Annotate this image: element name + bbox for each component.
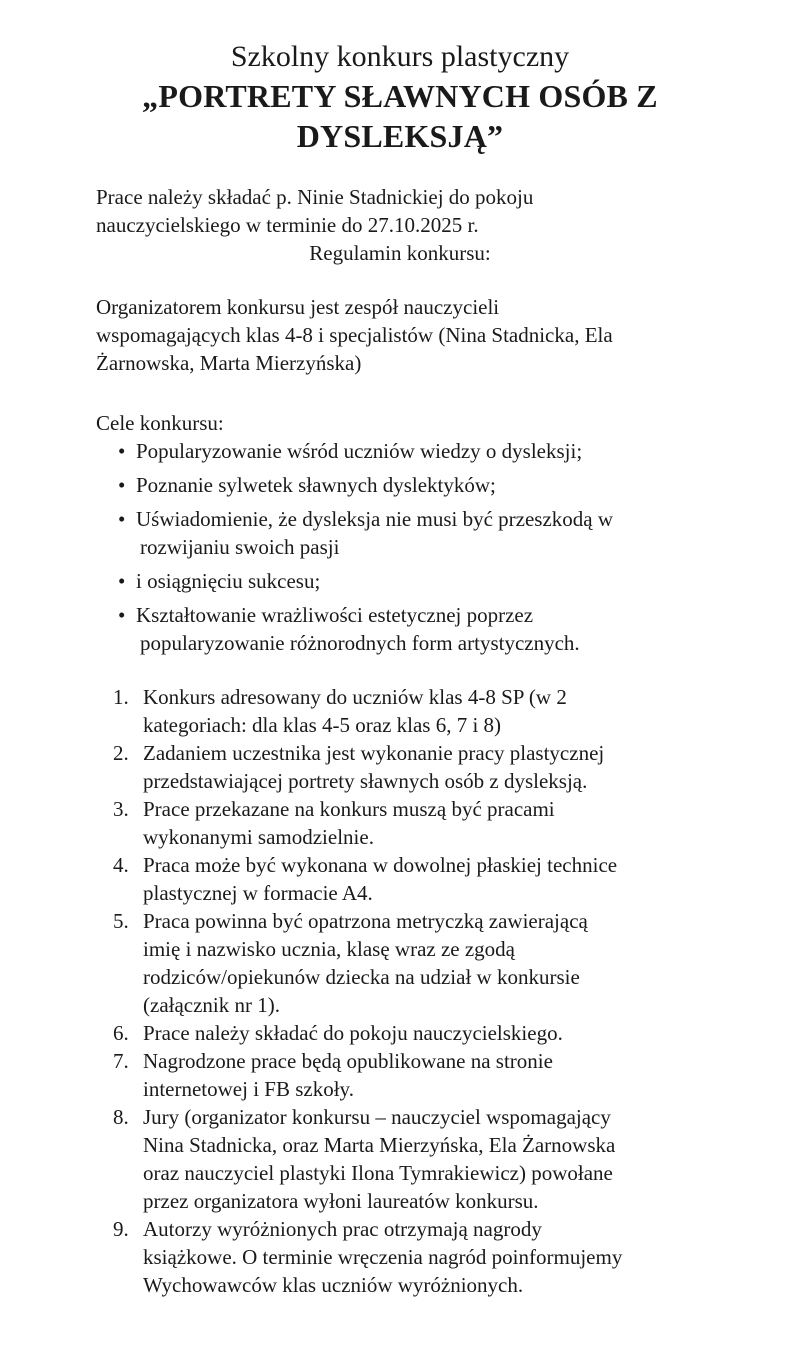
rule-line: plastycznej w formacie A4. — [143, 881, 373, 905]
rule-text — [143, 851, 713, 907]
document-title-line-1: „PORTRETY SŁAWNYCH OSÓB Z — [142, 78, 658, 114]
goal-text: • Uświadomienie, że dysleksja nie musi być przeszkodą w — [136, 507, 614, 531]
document-subtitle: Szkolny konkurs plastyczny — [230, 40, 570, 73]
organizer-line: Żarnowska, Marta Mierzyńska) — [96, 351, 362, 375]
rule-item — [113, 739, 713, 795]
rule-line: przedstawiającej portrety sławnych osób z dysleksją. — [143, 769, 588, 793]
regulations-heading: Regulamin konkursu: — [309, 241, 491, 265]
rule-line: Prace przekazane na konkurs muszą być pracami — [143, 797, 555, 821]
rule-line: imię i nazwisko ucznia, klasę wraz ze zgodą — [143, 937, 516, 961]
rule-text — [143, 1215, 713, 1299]
rule-line: wykonanymi samodzielnie. — [143, 825, 374, 849]
rule-number: 7. — [113, 1049, 129, 1073]
rule-text — [143, 739, 713, 795]
goal-item — [118, 505, 718, 561]
goal-item — [118, 471, 718, 499]
rule-item — [113, 1019, 713, 1047]
goal-item — [118, 567, 718, 595]
rule-line: Nina Stadnicka, oraz Marta Mierzyńska, Ela Żarnowska — [143, 1133, 616, 1157]
rules-list — [113, 683, 713, 1299]
rule-item — [113, 1103, 713, 1215]
rule-number: 5. — [113, 909, 129, 933]
submission-info — [96, 183, 736, 239]
goal-text: • Poznanie sylwetek sławnych dyslektyków; — [136, 473, 496, 497]
goals-list — [118, 437, 718, 663]
goal-item — [118, 437, 718, 465]
goal-text: • i osiągnięciu sukcesu; — [136, 569, 321, 593]
title-block — [0, 38, 800, 156]
rule-number: 8. — [113, 1105, 129, 1129]
rule-text — [143, 683, 713, 739]
organizer-paragraph — [96, 293, 736, 377]
rule-line: Praca powinna być opatrzona metryczką zawierającą — [143, 909, 588, 933]
goal-text: • Kształtowanie wrażliwości estetycznej poprzez — [136, 603, 534, 627]
rule-text — [143, 907, 713, 1019]
goal-text: • Popularyzowanie wśród uczniów wiedzy o dysleksji; — [136, 439, 583, 463]
organizer-line: Organizatorem konkursu jest zespół nauczycieli — [96, 295, 500, 319]
organizer-line: wspomagających klas 4-8 i specjalistów (Nina Stadnicka, Ela — [96, 323, 613, 347]
rule-line: Autorzy wyróżnionych prac otrzymają nagrody — [143, 1217, 542, 1241]
goal-text-continued: popularyzowanie różnorodnych form artystycznych. — [140, 631, 580, 655]
rule-item — [113, 683, 713, 739]
rule-line: Jury (organizator konkursu – nauczyciel wspomagający — [143, 1105, 611, 1129]
rule-number: 2. — [113, 741, 129, 765]
rule-line: Nagrodzone prace będą opublikowane na stronie — [143, 1049, 553, 1073]
rule-text — [143, 1103, 713, 1215]
document-title-line-2: DYSLEKSJĄ” — [296, 118, 504, 154]
rule-text — [143, 795, 713, 851]
rule-number: 9. — [113, 1217, 129, 1241]
rule-number: 4. — [113, 853, 129, 877]
rule-number: 1. — [113, 685, 129, 709]
rule-item — [113, 795, 713, 851]
goals-label: Cele konkursu: — [96, 411, 224, 435]
rule-line: rodziców/opiekunów dziecka na udział w konkursie — [143, 965, 580, 989]
rule-item — [113, 1215, 713, 1299]
rule-line: Prace należy składać do pokoju nauczycielskiego. — [143, 1021, 563, 1045]
rule-text — [143, 1019, 713, 1047]
submission-info-line: nauczycielskiego w terminie do 27.10.2025 r. — [96, 213, 479, 237]
goal-text-continued: rozwijaniu swoich pasji — [140, 535, 340, 559]
rule-item — [113, 907, 713, 1019]
rule-item — [113, 1047, 713, 1103]
rule-item — [113, 851, 713, 907]
rule-number: 6. — [113, 1021, 129, 1045]
goal-item — [118, 601, 718, 657]
rule-text — [143, 1047, 713, 1103]
rule-line: (załącznik nr 1). — [143, 993, 281, 1017]
rule-line: internetowej i FB szkoły. — [143, 1077, 354, 1101]
rule-line: Zadaniem uczestnika jest wykonanie pracy plastycznej — [143, 741, 605, 765]
rule-line: Konkurs adresowany do uczniów klas 4-8 SP (w 2 — [143, 685, 567, 709]
rule-number: 3. — [113, 797, 129, 821]
rule-line: kategoriach: dla klas 4-5 oraz klas 6, 7 i 8) — [143, 713, 502, 737]
rule-line: książkowe. O terminie wręczenia nagród poinformujemy — [143, 1245, 623, 1269]
rule-line: Wychowawców klas uczniów wyróżnionych. — [143, 1273, 524, 1297]
rule-line: oraz nauczyciel plastyki Ilona Tymrakiewicz) powołane — [143, 1161, 613, 1185]
rule-line: przez organizatora wyłoni laureatów konkursu. — [143, 1189, 539, 1213]
submission-info-line: Prace należy składać p. Ninie Stadnickiej do pokoju — [96, 185, 534, 209]
rule-line: Praca może być wykonana w dowolnej płaskiej technice — [143, 853, 618, 877]
